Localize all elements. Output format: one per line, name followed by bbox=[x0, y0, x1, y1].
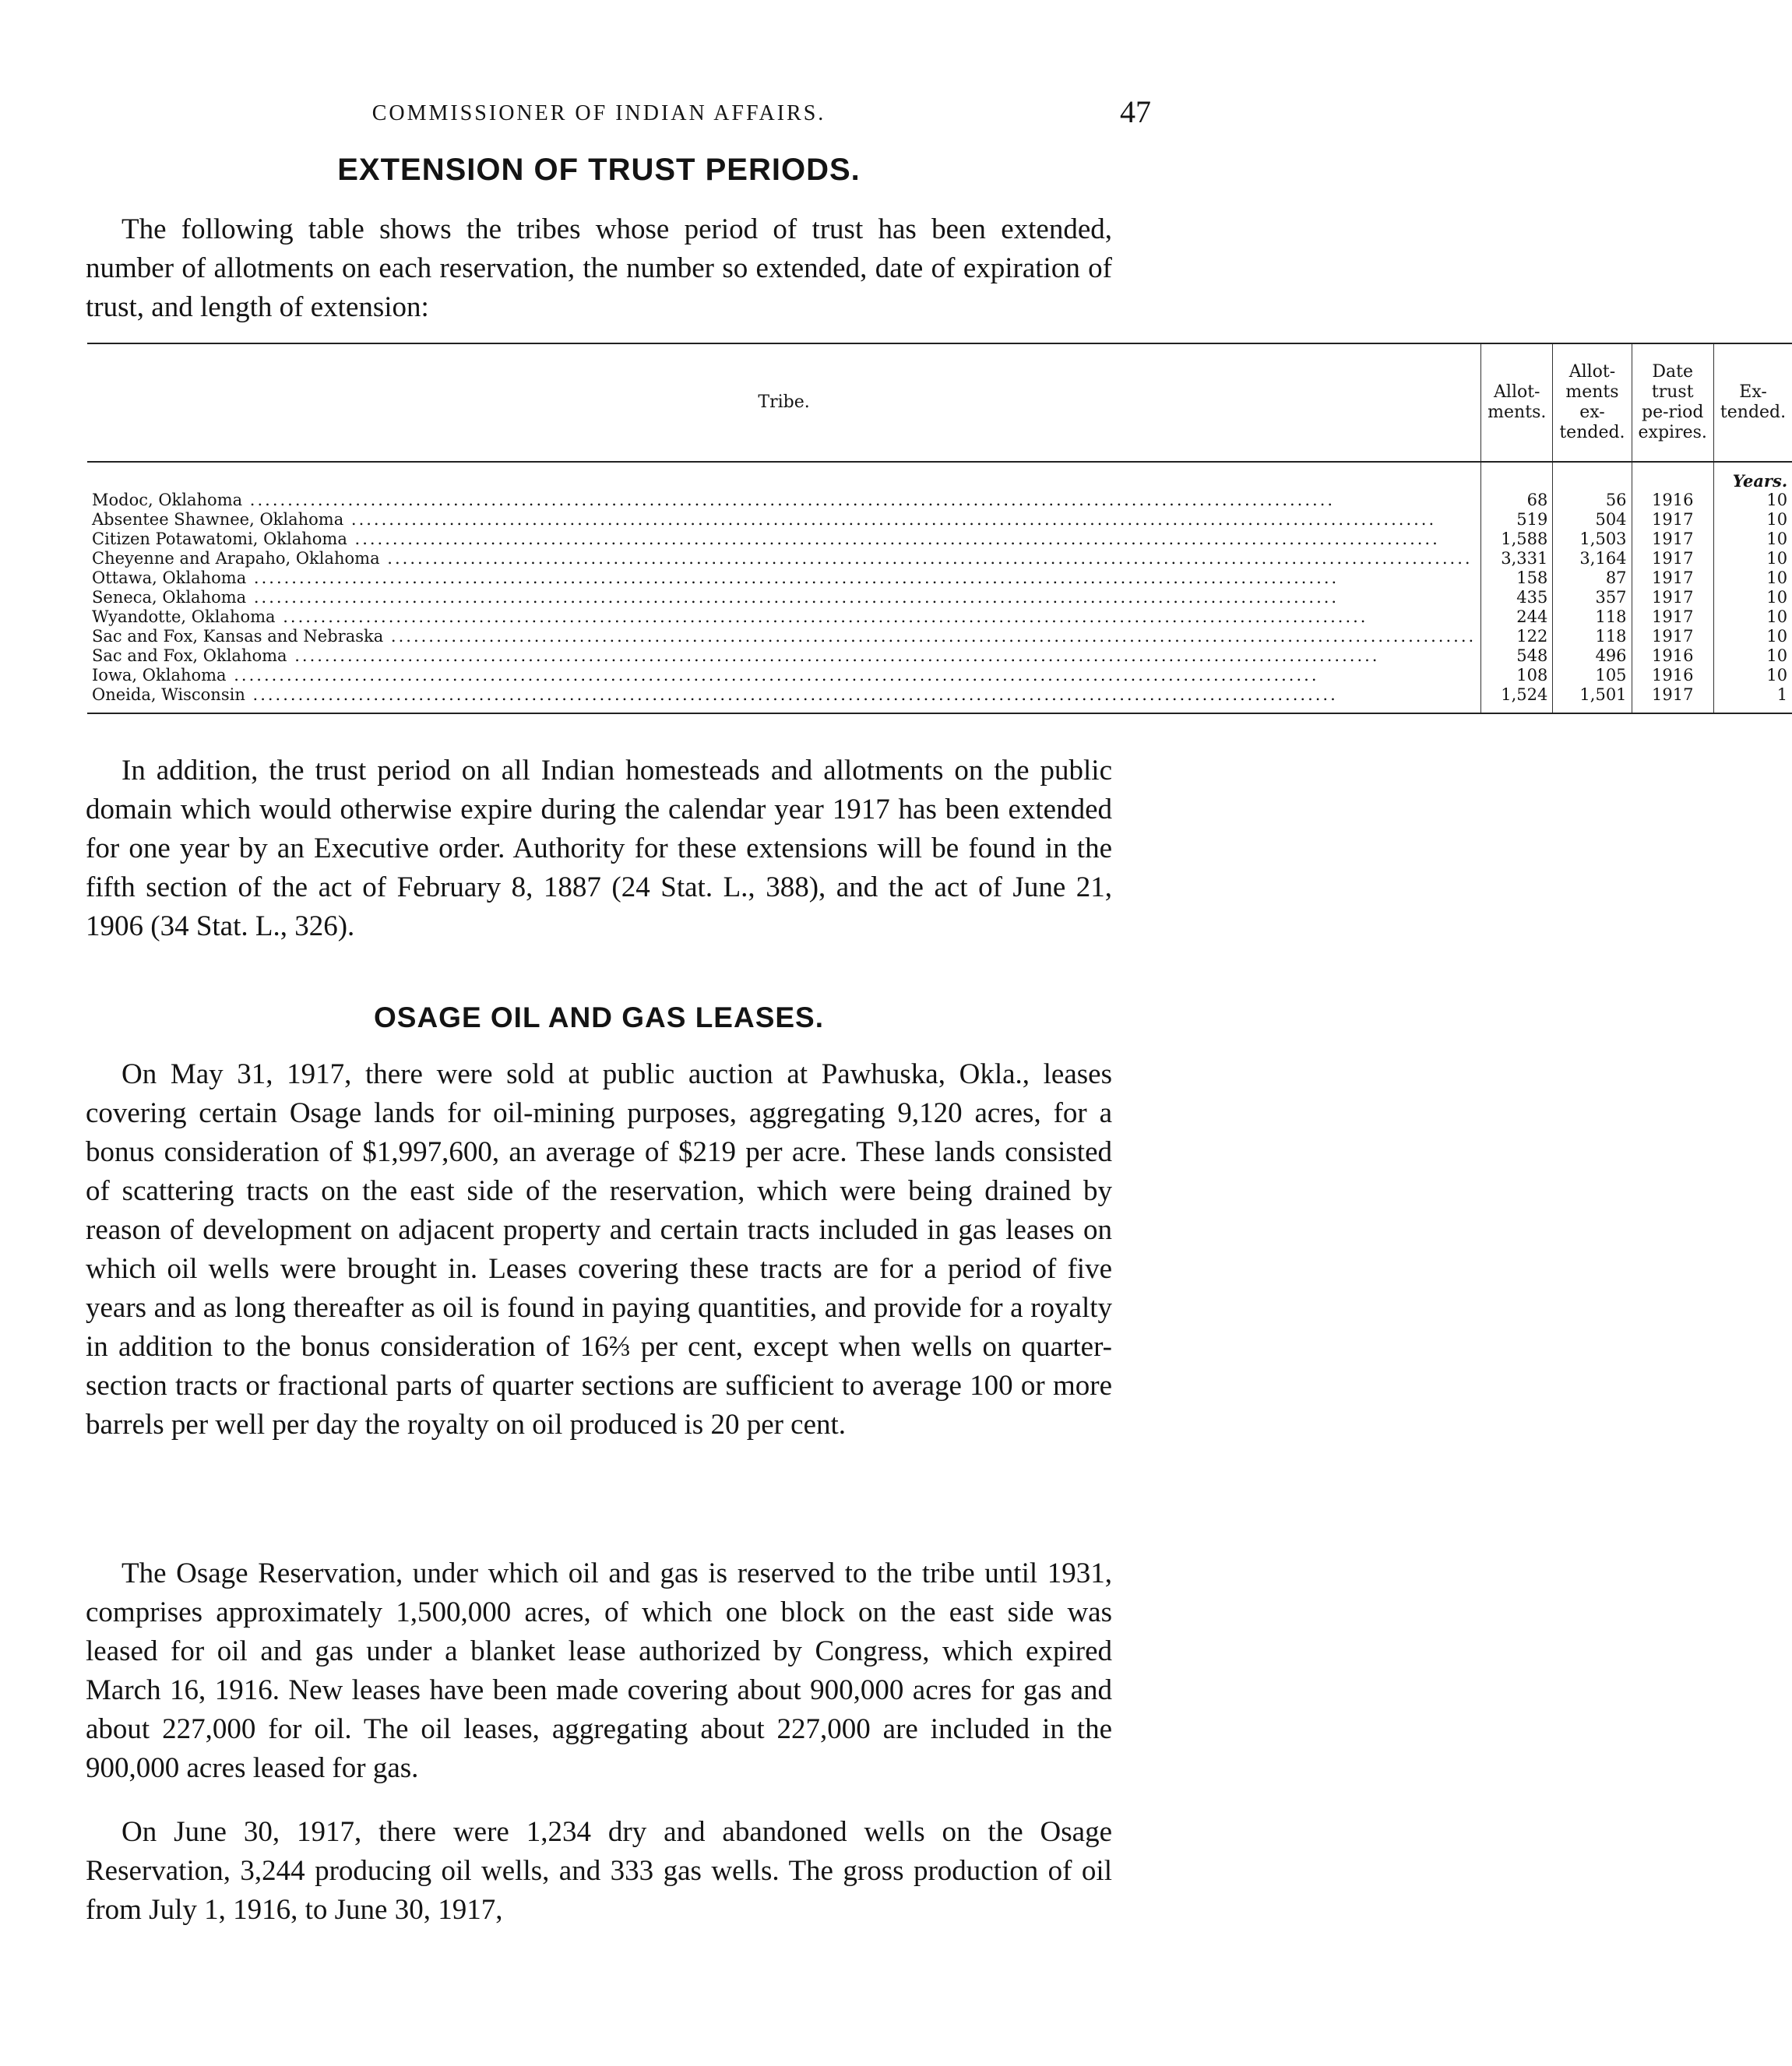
trust-extension-table bbox=[87, 343, 1792, 714]
cell-tribe: Wyandotte, Oklahoma ..... bbox=[87, 607, 1481, 627]
cell-expires: 1916 bbox=[1632, 491, 1713, 510]
col-header-allotments: Allot-ments. bbox=[1481, 343, 1553, 462]
table-row bbox=[87, 607, 1792, 627]
cell-tribe: Ottawa, Oklahoma ..... bbox=[87, 568, 1481, 588]
cell-extended-allotments: 1,501 bbox=[1553, 685, 1632, 713]
cell-expires: 1917 bbox=[1632, 588, 1713, 607]
cell-extended: 10 bbox=[1713, 646, 1792, 666]
cell-tribe: Citizen Potawatomi, Oklahoma ..... bbox=[87, 530, 1481, 549]
col-header-extended: Ex-tended. bbox=[1713, 343, 1792, 462]
col-header-extended-allotments: Allot-ments ex-tended. bbox=[1553, 343, 1632, 462]
cell-allotments: 122 bbox=[1481, 627, 1553, 646]
cell-tribe: Absentee Shawnee, Oklahoma ..... bbox=[87, 510, 1481, 530]
section-heading-osage: OSAGE OIL AND GAS LEASES. bbox=[373, 1001, 825, 1033]
table-row bbox=[87, 627, 1792, 646]
cell-expires: 1917 bbox=[1632, 627, 1713, 646]
running-title: COMMISSIONER OF INDIAN AFFAIRS. bbox=[371, 101, 826, 125]
units-row bbox=[87, 462, 1792, 491]
table-row bbox=[87, 646, 1792, 666]
table-row bbox=[87, 588, 1792, 607]
cell-extended-allotments: 1,503 bbox=[1553, 530, 1632, 549]
cell-tribe: Cheyenne and Arapaho, Oklahoma ..... bbox=[87, 549, 1481, 568]
cell-extended-allotments: 496 bbox=[1553, 646, 1632, 666]
cell-tribe: Sac and Fox, Oklahoma ..... bbox=[87, 646, 1481, 666]
cell-allotments: 548 bbox=[1481, 646, 1553, 666]
cell-extended-allotments: 118 bbox=[1553, 627, 1632, 646]
cell-allotments: 244 bbox=[1481, 607, 1553, 627]
osage-paragraph-2: The Osage Reservation, under which oil and gas is reserved to the tribe until 1931, comprises approximately 1,500,000 acres, of which one block on the east side was leased for oil and gas under a blanket lease authorized by Congress, which expired March 16, 1916. New leases have been made covering about 900,000 acres for gas and about 227,000 for oil. The oil leases, aggregating about 227,000 are included in the 900,000 acres leased for gas. bbox=[86, 1557, 1112, 1784]
cell-extended: 1 bbox=[1713, 685, 1792, 713]
cell-allotments: 108 bbox=[1481, 666, 1553, 685]
cell-extended-allotments: 87 bbox=[1553, 568, 1632, 588]
intro-paragraph: The following table shows the tribes whose period of trust has been extended, number of allotments on each reservation, the number so extended, date of expiration of trust, and length of extension: bbox=[86, 213, 1112, 323]
cell-extended: 10 bbox=[1713, 491, 1792, 510]
cell-extended: 10 bbox=[1713, 588, 1792, 607]
table-body bbox=[87, 462, 1792, 713]
cell-expires: 1916 bbox=[1632, 666, 1713, 685]
cell-extended: 10 bbox=[1713, 549, 1792, 568]
cell-tribe: Oneida, Wisconsin ..... bbox=[87, 685, 1481, 713]
cell-tribe: Seneca, Oklahoma ..... bbox=[87, 588, 1481, 607]
addition-paragraph: In addition, the trust period on all Indian homesteads and allotments on the public domain which would otherwise expire during the calendar year 1917 has been extended for one year by an Executive order. Authority for these extensions will be found in the fifth section of the act of February 8, 1887 (24 Stat. L., 388), and the act of June 21, 1906 (34 Stat. L., 326). bbox=[86, 755, 1112, 942]
table-row bbox=[87, 549, 1792, 568]
table-row bbox=[87, 568, 1792, 588]
cell-expires: 1917 bbox=[1632, 530, 1713, 549]
cell-extended-allotments: 105 bbox=[1553, 666, 1632, 685]
cell-extended: 10 bbox=[1713, 607, 1792, 627]
cell-extended-allotments: 504 bbox=[1553, 510, 1632, 530]
cell-allotments: 68 bbox=[1481, 491, 1553, 510]
cell-allotments: 158 bbox=[1481, 568, 1553, 588]
cell-allotments: 1,524 bbox=[1481, 685, 1553, 713]
table-row bbox=[87, 530, 1792, 549]
units-label: Years. bbox=[1713, 462, 1792, 491]
cell-allotments: 1,588 bbox=[1481, 530, 1553, 549]
cell-expires: 1917 bbox=[1632, 607, 1713, 627]
cell-extended-allotments: 56 bbox=[1553, 491, 1632, 510]
osage-paragraph-1: On May 31, 1917, there were sold at public auction at Pawhuska, Okla., leases covering certain Osage lands for oil-mining purposes, aggregating 9,120 acres, for a bonus consideration of $1,997,600, an average of $219 per acre. These lands consisted of scattering tracts on the east side of the reservation, which were being drained by reason of development on adjacent property and certain tracts included in gas leases on which oil wells were brought in. Leases covering these tracts are for a period of five years and as long thereafter as oil is found in paying quantities, and provide for a royalty in addition to the bonus consideration of 16⅔ per cent, except when wells on quarter-section tracts or fractional parts of quarter sections are sufficient to average 100 or more barrels per well per day the royalty on oil produced is 20 per cent. bbox=[86, 1058, 1112, 1441]
col-header-expires: Date trust pe-riod expires. bbox=[1632, 343, 1713, 462]
cell-extended: 10 bbox=[1713, 510, 1792, 530]
running-head bbox=[86, 93, 1151, 132]
trust-extension-table-container bbox=[87, 343, 1788, 714]
cell-tribe: Modoc, Oklahoma ..... bbox=[87, 491, 1481, 510]
cell-extended: 10 bbox=[1713, 666, 1792, 685]
section-heading-trust-periods: EXTENSION OF TRUST PERIODS. bbox=[337, 153, 861, 187]
cell-extended: 10 bbox=[1713, 627, 1792, 646]
cell-tribe: Iowa, Oklahoma ..... bbox=[87, 666, 1481, 685]
page-number: 47 bbox=[1120, 94, 1151, 129]
cell-allotments: 519 bbox=[1481, 510, 1553, 530]
cell-expires: 1916 bbox=[1632, 646, 1713, 666]
cell-extended: 10 bbox=[1713, 568, 1792, 588]
table-row bbox=[87, 491, 1792, 510]
cell-allotments: 3,331 bbox=[1481, 549, 1553, 568]
table-header-row bbox=[87, 343, 1792, 462]
col-header-tribe: Tribe. bbox=[758, 392, 810, 412]
cell-allotments: 435 bbox=[1481, 588, 1553, 607]
cell-expires: 1917 bbox=[1632, 568, 1713, 588]
table-row bbox=[87, 685, 1792, 713]
osage-paragraph-3: On June 30, 1917, there were 1,234 dry and abandoned wells on the Osage Reservation, 3,244 producing oil wells, and 333 gas wells. The gross production of oil from July 1, 1916, to June 30, 1917, bbox=[86, 1816, 1112, 1926]
cell-expires: 1917 bbox=[1632, 510, 1713, 530]
cell-expires: 1917 bbox=[1632, 549, 1713, 568]
cell-extended-allotments: 357 bbox=[1553, 588, 1632, 607]
cell-extended-allotments: 118 bbox=[1553, 607, 1632, 627]
table-row bbox=[87, 510, 1792, 530]
cell-expires: 1917 bbox=[1632, 685, 1713, 713]
cell-tribe: Sac and Fox, Kansas and Nebraska ..... bbox=[87, 627, 1481, 646]
table-row bbox=[87, 666, 1792, 685]
cell-extended-allotments: 3,164 bbox=[1553, 549, 1632, 568]
cell-extended: 10 bbox=[1713, 530, 1792, 549]
